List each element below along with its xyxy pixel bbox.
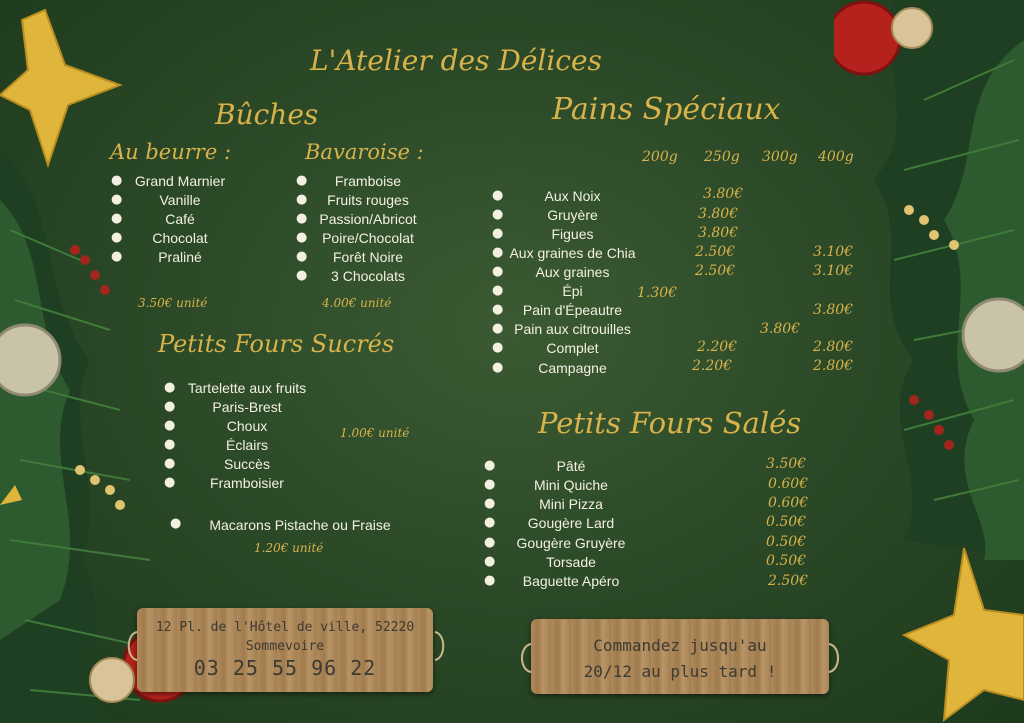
bread-name: Épi [562,283,583,299]
item-price: 0.50€ [766,553,807,569]
order-notice-line2: 20/12 au plus tard ! [583,662,777,681]
list-item: Praliné [158,249,202,265]
list-item: Vanille [159,192,201,208]
beurre-price: 3.50€ unité [138,296,208,310]
bavaroise-label: Bavaroise : [305,140,424,164]
bread-name: Complet [546,340,599,356]
bread-name: Pain d'Épeautre [522,302,623,318]
gold-star-icon [904,548,1024,720]
item-price: 0.50€ [766,514,807,530]
order-notice-line1: Commandez jusqu'au [593,636,767,655]
list-item: Tartelette aux fruits [187,380,307,396]
size-250g: 250g [704,149,740,165]
price-400g: 3.10€ [813,263,854,279]
address-line: 12 Pl. de l'Hôtel de ville, 52220 [155,620,415,635]
bavaroise-price: 4.00€ unité [322,296,392,310]
list-item: Chocolat [152,230,208,246]
pains-speciaux-heading: Pains Spéciaux [552,92,781,127]
list-item: Fruits rouges [327,192,409,208]
phone-number: 03 25 55 96 22 [193,656,377,680]
price-250g: 3.80€ [698,225,739,241]
price-250g: 2.20€ [697,339,738,355]
item-price: 2.50€ [768,573,809,589]
item-price: 0.60€ [768,476,809,492]
price-250g: 2.20€ [692,358,733,374]
item-price: 3.50€ [766,456,807,472]
item-name: Mini Pizza [539,496,603,512]
price-250g: 2.50€ [695,263,736,279]
list-item: Succès [224,456,270,472]
right-pine-decoration [834,0,1024,723]
price-250g: 3.80€ [703,186,744,202]
item-name: Gougère Gruyère [516,535,626,551]
pine-branch-icon [874,0,1024,560]
page-title: L'Atelier des Délices [310,44,602,77]
price-250g: 3.80€ [698,206,739,222]
berries-icon [70,245,110,295]
size-300g: 300g [762,149,798,165]
silver-bauble-icon [0,325,60,395]
size-200g: 200g [642,149,678,165]
list-item: Café [165,211,195,227]
item-name: Baguette Apéro [522,573,620,589]
size-400g: 400g [818,149,854,165]
buches-heading: Bûches [215,98,319,131]
board-handles [519,640,841,680]
item-name: Mini Quiche [534,477,608,493]
address-city: Sommevoire [245,639,325,654]
list-item: Framboise [334,173,402,189]
bread-name: Campagne [538,360,607,376]
price-200g: 1.30€ [637,285,678,301]
item-price: 0.50€ [766,534,807,550]
bread-name: Gruyère [547,207,598,223]
list-item: Passion/Abricot [319,211,417,227]
list-item: Framboisier [210,475,284,491]
item-name: Pâté [556,458,586,474]
petits-fours-sales-heading: Petits Fours Salés [538,406,802,440]
list-item: Grand Marnier [134,173,226,189]
macarons-price: 1.20€ unité [254,541,324,555]
list-item: Poire/Chocolat [322,230,414,246]
silver-bauble-icon [963,299,1024,371]
item-name: Gougère Lard [527,515,615,531]
petits-fours-sucres-price: 1.00€ unité [340,426,410,440]
price-250g: 2.50€ [695,244,736,260]
item-price: 0.60€ [768,495,809,511]
beurre-label: Au beurre : [110,140,232,164]
macarons-item: Macarons Pistache ou Fraise [209,517,391,533]
list-item: Paris-Brest [212,399,282,415]
price-400g: 2.80€ [813,339,854,355]
pine-cone-icon [892,8,932,48]
item-name: Torsade [546,554,596,570]
list-item: 3 Chocolats [331,268,405,284]
price-300g: 3.80€ [760,321,801,337]
list-item: Choux [226,418,268,434]
board-handles [126,628,446,668]
bread-name: Pain aux citrouilles [514,321,631,337]
red-bauble-icon [834,2,900,74]
price-400g: 3.10€ [813,244,854,260]
menu-flyer: L'Atelier des Délices Bûches Au beurre : Bavaroise : ● Grand Marnier ● Vanille ● Café ● Chocolat ● Praliné 3.50€ unité ● Framboise ● Fruits rouges ● Passion/Abricot ● Poire/Chocolat ● Forêt Noire ● 3 Chocolats 4.00€ unité Petits Fours Sucrés ● Tartelette aux fruits ● Paris-Brest ● Choux ● Éclairs ● Succès ● Framboisier 1.00€ unité ● Macarons Pistache ou Fraise 1.20€ unité Pains Spéciaux 200g 250g 300g 400g ● Aux Noix 3.80€ ● Gruyère 3.80€ ● Figues 3.80€ ● Aux graines de Chia 2.50€ 3.10€ ● Aux graines 2.50€ 3.10€ ● Épi 1.30€ ● Pain d'Épeautre 3.80€ ● Pain aux citrouilles 3.80€ ● Complet 2.20€ 2.80€ ● Campagne 2.20€ 2.80€ Petits Fours Salés ● Pâté 3.50€ ● Mini Quiche 0.60€ ● Mini Pizza 0.60€ ● Gougère Lard 0.50€ ● Gougère Gruyère 0.50€ ● Torsade 0.50€ ● Baguette Apéro 2.50€ 12 Pl. de l'Hôtel de ville, 52220 Sommevoire 03 25 55 96 22 Commandez jusqu'au 20/12 au plus tard ! [0,0,1024,723]
bread-name: Aux graines de Chia [509,245,636,261]
list-item: Forêt Noire [332,249,404,265]
bread-name: Aux graines [535,264,610,280]
list-item: Éclairs [225,437,268,453]
price-400g: 2.80€ [813,358,854,374]
price-400g: 3.80€ [813,302,854,318]
gold-star-icon [0,10,120,165]
bread-name: Aux Noix [544,188,601,204]
bread-name: Figues [551,226,594,242]
petits-fours-sucres-heading: Petits Fours Sucrés [158,330,395,358]
